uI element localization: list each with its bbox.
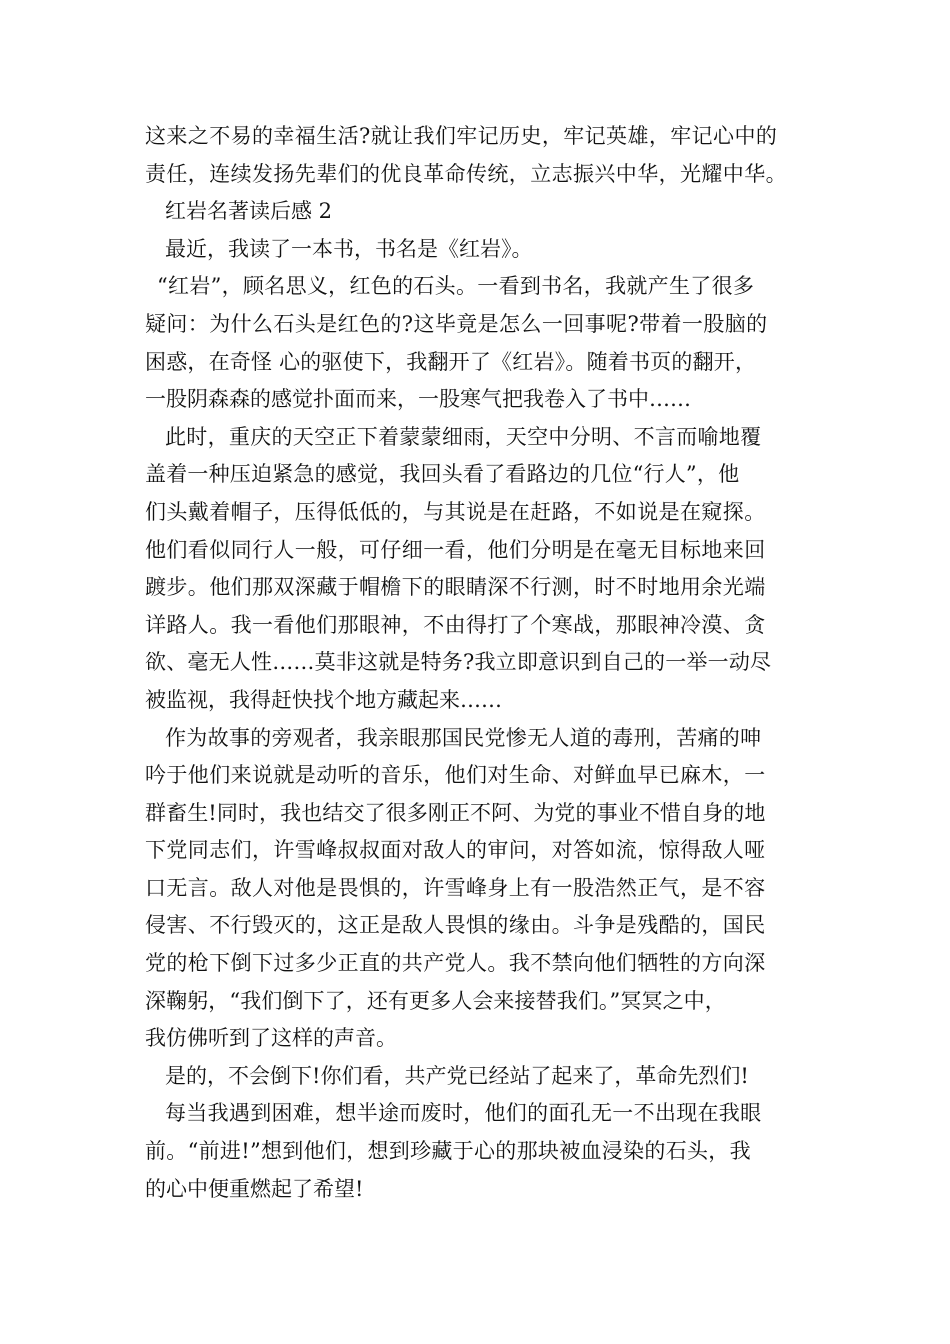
text-line: 踱步。他们那双深藏于帽檐下的眼睛深不行测，时不时地用余光端 [145, 575, 766, 600]
text-line: 党的枪下倒下过多少正直的共产党人。我不禁向他们牺牲的方向深 [145, 951, 766, 976]
text-line: 的心中便重燃起了希望! [145, 1176, 364, 1201]
text-line: 深鞠躬，“我们倒下了，还有更多人会来接替我们。”冥冥之中， [145, 988, 726, 1013]
text-line: 前。“前进!”想到他们，想到珍藏于心的那块被血浸染的石头，我 [145, 1139, 751, 1164]
text-line: 困惑，在奇怪 心的驱使下，我翻开了《红岩》。随着书页的翻开， [145, 349, 757, 374]
text-line: 我仿佛听到了这样的声音。 [145, 1026, 397, 1051]
text-line: 们头戴着帽子，压得低低的，与其说是在赶路，不如说是在窥探。 [145, 499, 766, 524]
document-body [145, 118, 810, 1208]
text-line: 侵害、不行毁灭的，这正是敌人畏惧的缘由。斗争是残酷的，国民 [145, 913, 766, 938]
text-line: 一股阴森森的感觉扑面而来，一股寒气把我卷入了书中…… [145, 387, 691, 412]
text-line: 欲、毫无人性……莫非这就是特务?我立即意识到自己的一举一动尽 [145, 650, 772, 675]
text-line: 这来之不易的幸福生活?就让我们牢记历史，牢记英雄，牢记心中的 [145, 124, 778, 148]
text-line: 口无言。敌人对他是畏惧的，许雪峰身上有一股浩然正气，是不容 [145, 875, 766, 900]
text-line: 群畜生!同时，我也结交了很多刚正不阿、为党的事业不惜自身的地 [145, 800, 766, 825]
text-line: 下党同志们，许雪峰叔叔面对敌人的审问，对答如流，惊得敌人哑 [145, 838, 766, 863]
text-line: “红岩”，顾名思义，红色的石头。一看到书名，我就产生了很多 [157, 274, 755, 299]
text-line: 是的，不会倒下!你们看，共产党已经站了起来了，革命先烈们! [165, 1063, 749, 1088]
text-line: 疑问：为什么石头是红色的?这毕竟是怎么一回事呢?带着一股脑的 [145, 311, 768, 336]
text-line: 他们看似同行人一般，可仔细一看，他们分明是在毫无目标地来回 [145, 537, 766, 562]
section-heading: 红岩名著读后感 2 [165, 199, 333, 224]
text-line: 每当我遇到困难，想半途而废时，他们的面孔无一不出现在我眼 [165, 1101, 762, 1126]
text-line: 作为故事的旁观者，我亲眼那国民党惨无人道的毒刑，苦痛的呻 [165, 725, 762, 750]
text-line: 吟于他们来说就是动听的音乐，他们对生命、对鲜血早已麻木，一 [145, 763, 766, 788]
text-line: 被监视，我得赶快找个地方藏起来…… [145, 687, 502, 712]
text-line: 详路人。我一看他们那眼神，不由得打了个寒战，那眼神冷漠、贪 [145, 612, 766, 637]
text-line: 最近，我读了一本书，书名是《红岩》。 [165, 236, 533, 261]
text-line: 盖着一种压迫紧急的感觉，我回头看了看路边的几位“行人”，他 [145, 462, 740, 487]
text-line: 此时，重庆的天空正下着蒙蒙细雨，天空中分明、不言而喻地覆 [165, 424, 762, 449]
text-line: 责任，连续发扬先辈们的优良革命传统，立志振兴中华，光耀中华。 [145, 161, 787, 186]
